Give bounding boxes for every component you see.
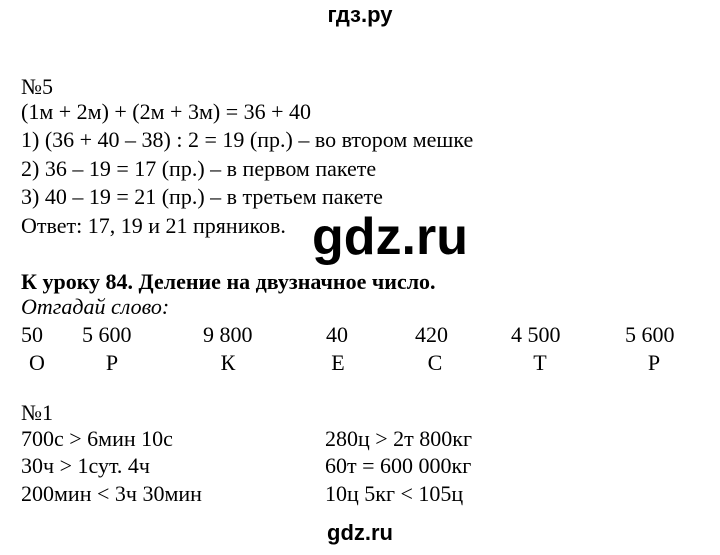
lesson-subtitle: Отгадай слово: [21,294,170,319]
task1-left-2: 30ч > 1сут. 4ч [21,453,150,478]
number-cell: 50 [21,322,43,347]
task5-line-3: 2) 36 – 19 = 17 (пр.) – в первом пакете [21,156,377,181]
site-header: гдз.ру [327,2,393,27]
number-cell: 420 [415,322,448,347]
number-cell: 40 [326,322,348,347]
task1-right-1: 280ц > 2т 800кг [325,426,473,451]
task1-left-3: 200мин < 3ч 30мин [21,481,202,506]
letter-cell: Р [647,350,661,375]
number-cell: 9 800 [203,322,253,347]
letter-cell: Р [105,350,119,375]
number-cell: 5 600 [625,322,675,347]
task1-left-1: 700с > 6мин 10с [21,426,173,451]
task1-right-3: 10ц 5кг < 105ц [325,481,464,506]
letter-cell: О [29,350,45,375]
task5-line-2: 1) (36 + 40 – 38) : 2 = 19 (пр.) – во втором мешке [21,127,474,152]
lesson-heading: К уроку 84. Деление на двузначное число. [21,269,436,294]
number-cell: 5 600 [82,322,132,347]
letter-cell: К [220,350,236,375]
number-cell: 4 500 [511,322,561,347]
letter-cell: Е [331,350,345,375]
task5-number: №5 [21,74,53,99]
task1-right-2: 60т = 600 000кг [325,453,472,478]
task5-answer: Ответ: 17, 19 и 21 пряников. [21,213,286,238]
site-footer: gdz.ru [327,520,393,545]
task1-number: №1 [21,400,53,425]
task5-line-4: 3) 40 – 19 = 21 (пр.) – в третьем пакете [21,184,383,209]
task5-line-1: (1м + 2м) + (2м + 3м) = 36 + 40 [21,99,312,124]
letter-cell: Т [533,350,547,375]
letter-cell: С [427,350,443,375]
watermark: gdz.ru [312,208,468,266]
